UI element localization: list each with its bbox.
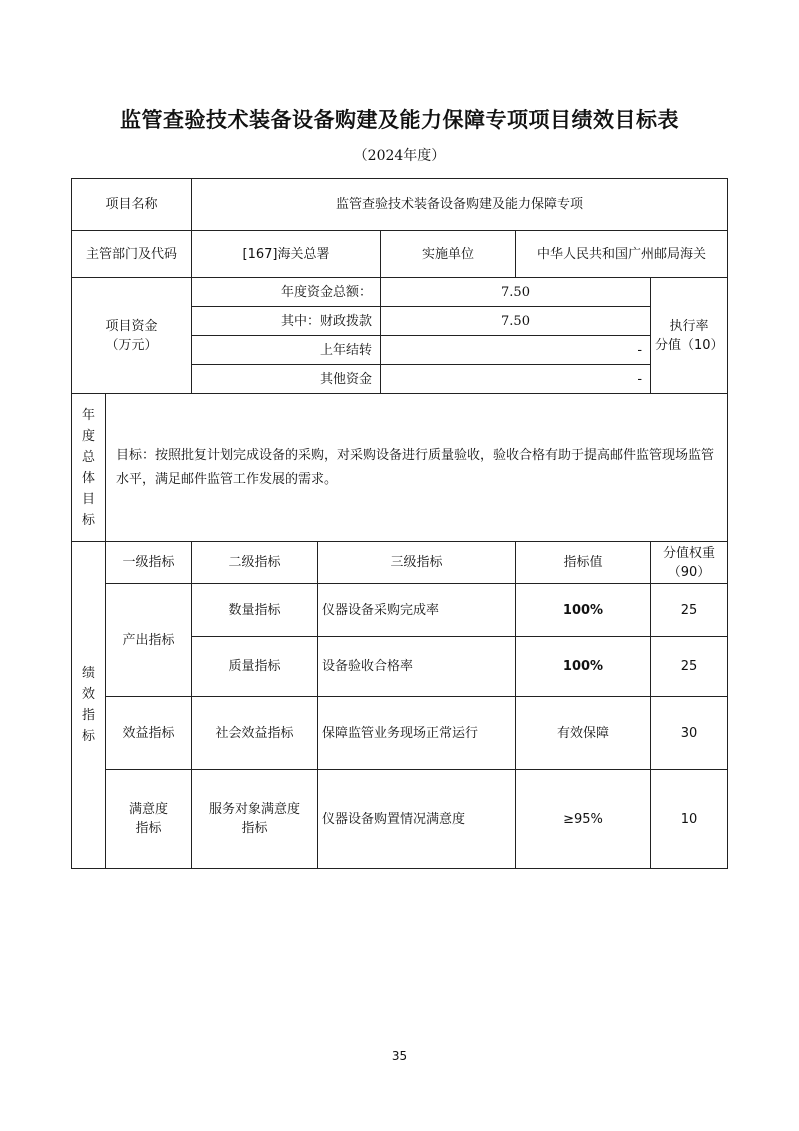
header-value: 指标值	[516, 542, 651, 584]
benefit-row	[72, 697, 728, 770]
funds-fiscal-label: 其中：财政拨款	[192, 307, 381, 336]
funds-total-label: 年度资金总额：	[192, 278, 381, 307]
implementing-unit-value: 中华人民共和国广州邮局海关	[516, 231, 728, 278]
satisfaction-indicator-label	[106, 770, 192, 869]
performance-table	[71, 178, 728, 869]
department-value: [167]海关总署	[192, 231, 381, 278]
funds-other-label: 其他资金	[192, 365, 381, 394]
indicators-label-char: 效	[81, 687, 95, 702]
indicator-value-cell: 有效保障	[516, 697, 651, 770]
funds-carryover-value: -	[381, 336, 651, 365]
funds-other-value: -	[381, 365, 651, 394]
goal-label-char: 度	[81, 428, 95, 444]
funds-row-total	[72, 278, 728, 307]
funds-label	[72, 278, 192, 394]
output-row-quantity	[72, 584, 728, 637]
level3-cell: 仪器设备采购完成率	[318, 584, 516, 637]
level3-cell: 仪器设备购置情况满意度	[318, 770, 516, 869]
level2-line1: 服务对象满意度	[209, 802, 301, 817]
project-name-row	[72, 179, 728, 231]
weight-cell: 25	[651, 584, 728, 637]
goal-label-char: 标	[81, 512, 95, 528]
weight-cell: 30	[651, 697, 728, 770]
funds-label-line2: （万元）	[105, 337, 158, 353]
execution-rate-label	[651, 278, 728, 394]
header-weight-line1: 分值权重	[663, 545, 716, 561]
annual-goal-row	[72, 394, 728, 542]
level3-cell: 设备验收合格率	[318, 637, 516, 697]
satisfaction-label-line1: 满意度	[129, 802, 169, 817]
indicator-value-cell: 100%	[516, 584, 651, 637]
page-subtitle: （2024年度）	[353, 148, 446, 164]
execution-rate-line1: 执行率	[669, 318, 709, 334]
goal-label-char: 年	[81, 407, 95, 423]
header-level2: 二级指标	[192, 542, 318, 584]
output-indicator-label: 产出指标	[106, 584, 192, 697]
department-row	[72, 231, 728, 278]
annual-goal-text: 目标：按照批复计划完成设备的采购，对采购设备进行质量验收，验收合格有助于提高邮件监管现场监管水平，满足邮件监管工作发展的需求。	[106, 394, 728, 542]
level2-line2: 指标	[241, 821, 268, 836]
header-level3: 三级指标	[318, 542, 516, 584]
page-title: 监管查验技术装备设备购建及能力保障专项项目绩效目标表	[120, 108, 679, 132]
indicators-label-char: 指	[81, 708, 95, 723]
indicators-label	[72, 542, 106, 869]
execution-rate-line2: 分值（10）	[655, 337, 724, 353]
indicator-value-cell: ≥95%	[516, 770, 651, 869]
benefit-indicator-label: 效益指标	[106, 697, 192, 770]
level2-cell: 数量指标	[192, 584, 318, 637]
level2-cell	[192, 770, 318, 869]
goal-label-char: 目	[81, 491, 95, 507]
funds-fiscal-value: 7.50	[381, 307, 651, 336]
page-number: 35	[391, 1049, 408, 1063]
funds-total-value: 7.50	[381, 278, 651, 307]
weight-cell: 10	[651, 770, 728, 869]
header-weight-line2: （90）	[667, 564, 711, 580]
satisfaction-row	[72, 770, 728, 869]
indicator-value-cell: 100%	[516, 637, 651, 697]
header-weight	[651, 542, 728, 584]
weight-cell: 25	[651, 637, 728, 697]
annual-goal-label	[72, 394, 106, 542]
header-level1: 一级指标	[106, 542, 192, 584]
implementing-unit-label: 实施单位	[381, 231, 516, 278]
indicator-header-row	[72, 542, 728, 584]
level2-cell: 社会效益指标	[192, 697, 318, 770]
goal-label-char: 体	[81, 470, 95, 486]
level2-cell: 质量指标	[192, 637, 318, 697]
satisfaction-label-line2: 指标	[135, 821, 162, 836]
indicators-label-char: 绩	[81, 666, 95, 681]
project-name-label: 项目名称	[72, 179, 192, 231]
level3-cell: 保障监管业务现场正常运行	[318, 697, 516, 770]
funds-carryover-label: 上年结转	[192, 336, 381, 365]
goal-label-char: 总	[81, 449, 95, 465]
funds-label-line1: 项目资金	[105, 318, 158, 334]
department-label: 主管部门及代码	[72, 231, 192, 278]
project-name-value: 监管查验技术装备设备购建及能力保障专项	[192, 179, 728, 231]
indicators-label-char: 标	[81, 729, 95, 744]
